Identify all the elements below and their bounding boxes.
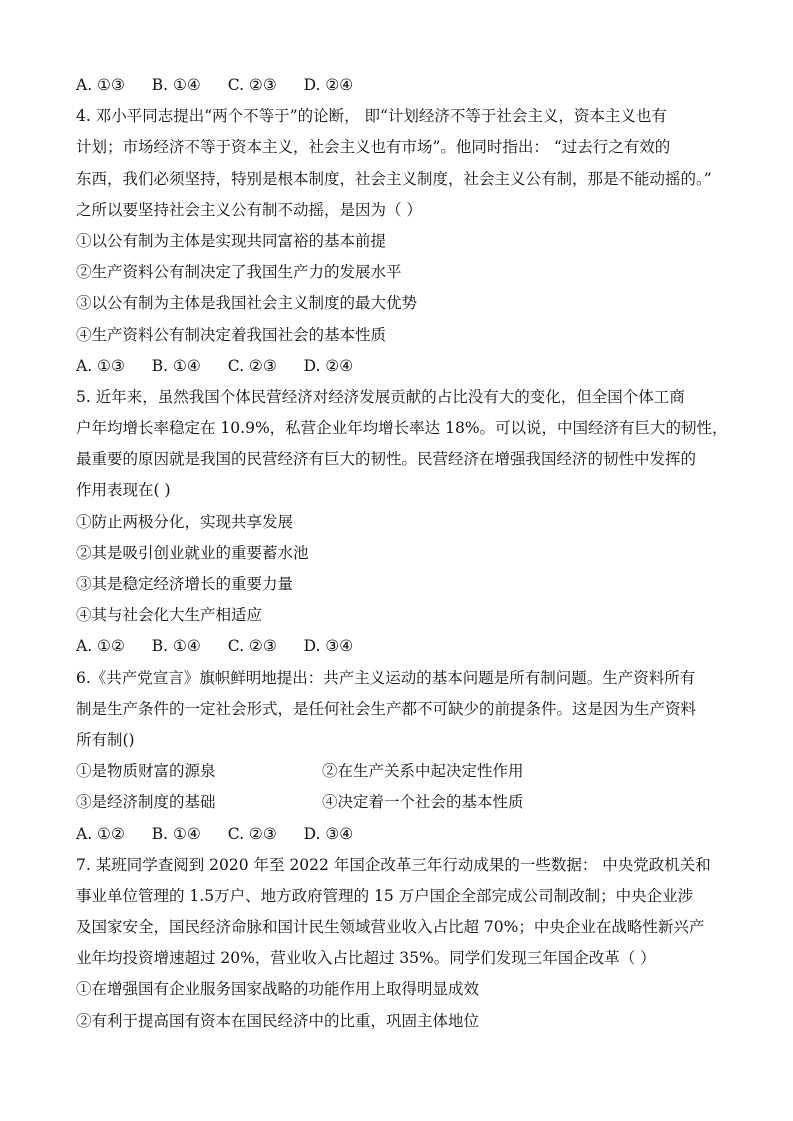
question-4-statement-1: ①以公有制为主体是实现共同富裕的基本前提 xyxy=(76,231,387,250)
option-d: D. ②④ xyxy=(303,356,354,375)
answer-options-q3 xyxy=(76,70,736,101)
question-6-statement-1: ①是物质财富的源泉 xyxy=(76,762,216,781)
question-7-line-4: 业年均投资增速超过 20%，营业收入占比超过 35%。同学们发现三年国企改革（ ） xyxy=(76,949,656,968)
question-5-line-1: 5. 近年来，虽然我国个体民营经济对经济发展贡献的占比没有大的变化，但全国个体工商 xyxy=(76,387,685,406)
answer-options-q5 xyxy=(76,631,736,662)
option-a: A. ①② xyxy=(76,637,125,656)
answer-options-q4 xyxy=(76,351,736,382)
option-c: C. ②③ xyxy=(227,824,277,843)
question-5-line-3: 最重要的原因就是我国的民营经济有巨大的韧性。民营经济在增强我国经济的韧性中发挥的 xyxy=(76,450,697,469)
option-c: C. ②③ xyxy=(227,356,277,375)
question-7-line-3: 及国家安全，国民经济命脉和国计民生领域营业收入占比超 70%；中央企业在战略性新兴产 xyxy=(76,918,705,937)
question-4-line-3: 东西，我们必须坚持，特别是根本制度，社会主义制度，社会主义公有制，那是不能动摇的。” xyxy=(76,169,712,188)
question-5-statement-3: ③其是稳定经济增长的重要力量 xyxy=(76,575,294,593)
option-b: B. ①④ xyxy=(151,824,201,843)
document-page xyxy=(76,70,736,1037)
question-7-line-2: 事业单位管理的 1.5万户、地方政府管理的 15 万户国企全部完成公司制改制；中央企业涉 xyxy=(76,886,694,905)
question-4-line-4: 之所以要坚持社会主义公有制不动摇，是因为（ ） xyxy=(76,200,422,219)
option-a: A. ①③ xyxy=(76,356,125,375)
option-c: C. ②③ xyxy=(227,76,277,94)
option-d: D. ③④ xyxy=(303,637,354,656)
option-b: B. ①④ xyxy=(151,76,201,94)
question-5-statement-2: ②其是吸引创业就业的重要蓄水池 xyxy=(76,543,309,562)
question-5-line-4: 作用表现在( ) xyxy=(76,481,171,500)
option-d: D. ②④ xyxy=(303,76,354,94)
question-6-statement-2: ②在生产关系中起决定性作用 xyxy=(322,762,524,781)
answer-options-q6 xyxy=(76,819,736,850)
question-6-line-2: 制是生产条件的一定社会形式，是任何社会生产都不可缺少的前提条件。这是因为生产资料 xyxy=(76,699,697,718)
question-7-statement-2: ②有利于提高国有资本在国民经济中的比重，巩固主体地位 xyxy=(76,1011,480,1030)
question-6-statements-1-2 xyxy=(76,756,736,787)
question-6-line-3: 所有制() xyxy=(76,730,135,749)
option-a: A. ①② xyxy=(76,824,125,843)
question-6-statements-3-4 xyxy=(76,787,736,818)
question-4-statement-3: ③以公有制为主体是我国社会主义制度的最大优势 xyxy=(76,294,418,313)
question-4-line-2: 计划；市场经济不等于资本主义，社会主义也有市场”。他同时指出： “过去行之有效的 xyxy=(76,138,671,157)
option-a: A. ①③ xyxy=(76,76,125,94)
question-6-line-1: 6.《共产党宣言》旗帜鲜明地提出：共产主义运动的基本问题是所有制问题。生产资料所有 xyxy=(76,668,696,687)
option-c: C. ②③ xyxy=(227,637,277,656)
question-6-statement-3: ③是经济制度的基础 xyxy=(76,793,216,812)
question-5-statement-1: ①防止两极分化，实现共享发展 xyxy=(76,512,294,531)
question-5-line-2: 户年均增长率稳定在 10.9%，私营企业年均增长率达 18%。可以说，中国经济有巨大的韧性， xyxy=(76,419,728,438)
question-7-line-1: 7. 某班同学查阅到 2020 年至 2022 年国企改革三年行动成果的一些数据： 中央党政机关和 xyxy=(76,855,711,874)
option-b: B. ①④ xyxy=(151,637,201,656)
question-4-statement-2: ②生产资料公有制决定了我国生产力的发展水平 xyxy=(76,263,402,282)
question-6-statement-4: ④决定着一个社会的基本性质 xyxy=(322,793,524,812)
question-7-statement-1: ①在增强国有企业服务国家战略的功能作用上取得明显成效 xyxy=(76,980,480,999)
question-4-line-1: 4. 邓小平同志提出“两个不等于”的论断， 即“计划经济不等于社会主义，资本主义也有 xyxy=(76,107,667,126)
option-b: B. ①④ xyxy=(151,356,201,375)
question-4-statement-4: ④生产资料公有制决定着我国社会的基本性质 xyxy=(76,325,387,344)
question-5-statement-4: ④其与社会化大生产相适应 xyxy=(76,606,263,625)
option-d: D. ③④ xyxy=(303,824,354,843)
